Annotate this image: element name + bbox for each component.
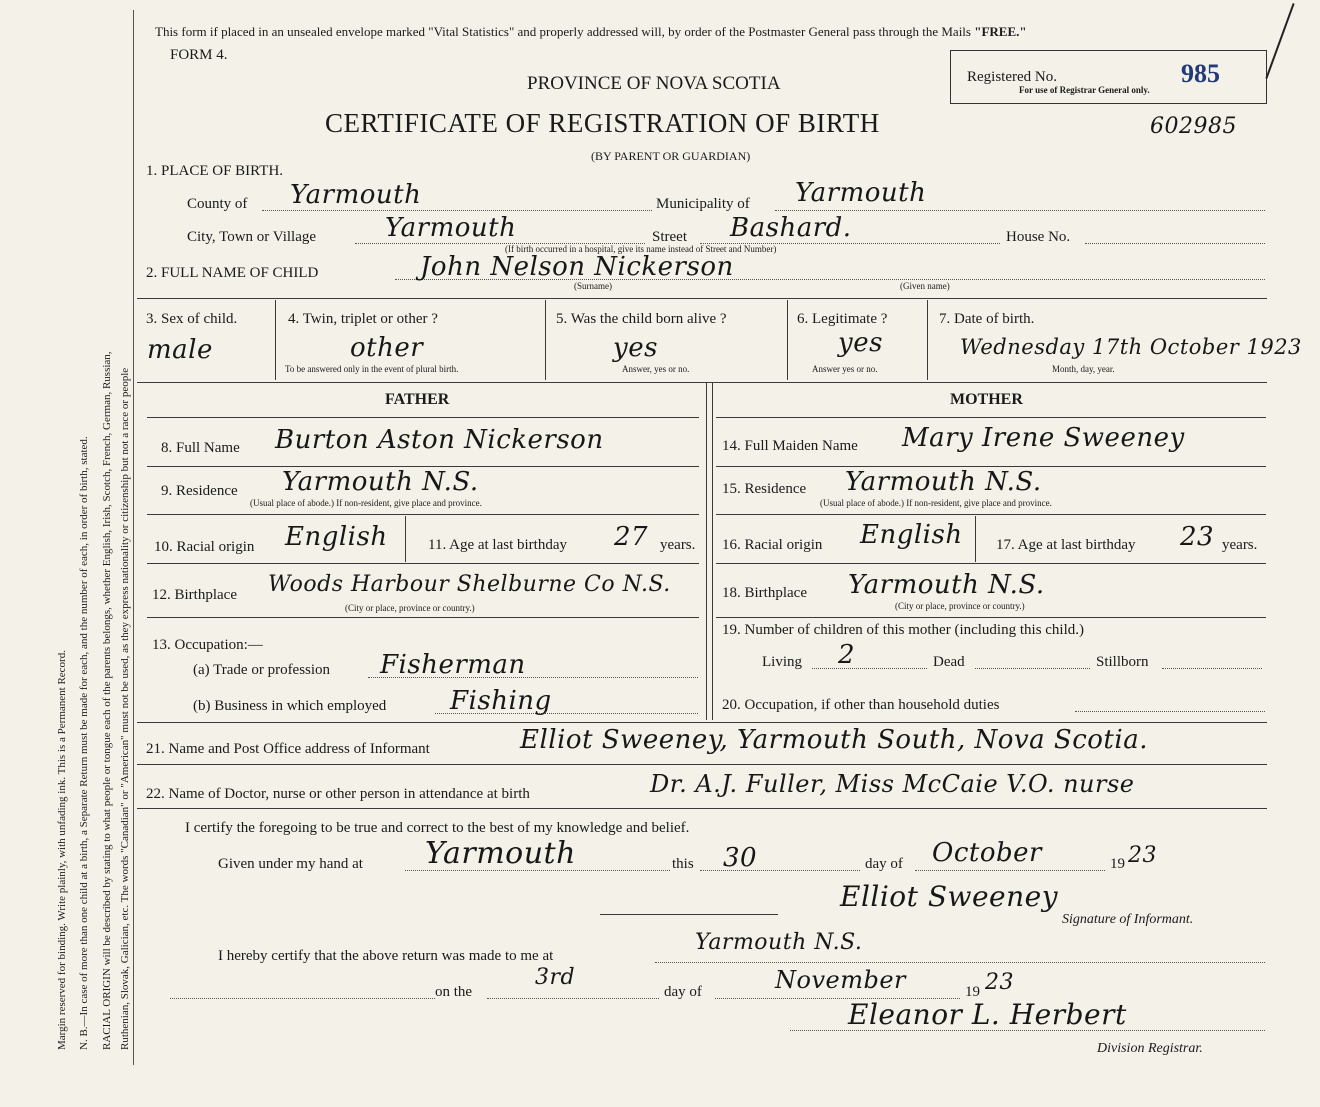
day-of-2-label: day of [664,984,702,1000]
informant-label: 21. Name and Post Office address of Informant [146,741,430,757]
document-subtitle: (BY PARENT OR GUARDIAN) [591,149,751,163]
father-birthplace-note: (City or place, province or country.) [345,603,475,613]
child-name-label: 2. FULL NAME OF CHILD [146,265,319,281]
mother-residence-value: Yarmouth N.S. [845,467,1042,497]
born-alive-note: Answer, yes or no. [622,364,690,374]
cert-year-value: 23 [1128,843,1157,868]
street-label: Street [652,229,687,245]
registrar-year-prefix: 19 [965,984,980,1000]
registrar-signature: Eleanor L. Herbert [848,998,1127,1031]
hospital-note: (If birth occurred in a hospital, give its name instead of Street and Number) [505,244,777,254]
father-residence-label: 9. Residence [161,483,238,499]
sex-label: 3. Sex of child. [146,311,238,327]
child-name-value: John Nelson Nickerson [420,252,734,282]
signature-of-informant-label: Signature of Informant. [1062,912,1194,927]
legitimate-value: yes [838,328,883,358]
margin-note-4: Ruthenian, Slovak, Galician, etc. The words "Canadian" or "American" must not be used, as they express nationality or citizenship but not a race or people [119,367,131,1050]
registrar-note: For use of Registrar General only. [1019,85,1150,95]
on-the-label: on the [435,984,473,1000]
plural-birth-note: To be answered only in the event of plural birth. [285,364,459,374]
father-birthplace-label: 12. Birthplace [152,587,237,603]
dead-label: Dead [933,654,965,670]
informant-value: Elliot Sweeney, Yarmouth South, Nova Scotia. [520,725,1148,755]
plural-birth-label: 4. Twin, triplet or other ? [288,311,438,327]
father-trade-label: (a) Trade or profession [193,662,331,678]
binding-margin-line [133,10,134,1065]
this-label: this [672,856,694,872]
father-business-value: Fishing [450,686,552,716]
legitimate-note: Answer yes or no. [812,364,878,374]
mother-heading: MOTHER [950,391,1023,408]
registrar-year-value: 23 [985,970,1014,995]
date-of-birth-value: Wednesday 17th October 1923 [960,335,1302,359]
registrar-place-value: Yarmouth N.S. [695,930,863,955]
mother-residence-note: (Usual place of abode.) If non-resident, give place and province. [820,498,1052,508]
father-race-value: English [285,522,388,552]
mother-race-value: English [860,520,963,550]
mother-age-unit: years. [1222,537,1258,553]
mother-name-label: 14. Full Maiden Name [722,438,858,454]
attendant-value: Dr. A.J. Fuller, Miss McCaie V.O. nurse [650,770,1135,798]
cert-year-prefix: 19 [1110,856,1125,872]
county-label: County of [187,196,248,212]
father-residence-note: (Usual place of abode.) If non-resident, give place and province. [250,498,482,508]
date-of-birth-note: Month, day, year. [1052,364,1115,374]
postal-notice-text: This form if placed in an unsealed envelope marked "Vital Statistics" and properly addressed will, by order of the Postmaster General pass through the Mails [155,24,971,39]
margin-note-3: RACIAL ORIGIN will be described by stating to what people or tongue each of the parents belongs, whether English, Irish, Scotch, French, German, Russian, [101,351,113,1050]
mother-age-label: 17. Age at last birthday [996,537,1136,553]
county-value: Yarmouth [290,180,422,210]
mother-occupation-label: 20. Occupation, if other than household duties [722,697,1000,713]
surname-note: (Surname) [574,281,612,291]
registrar-certify-statement: I hereby certify that the above return was made to me at [218,948,554,964]
given-place-value: Yarmouth [425,836,576,871]
father-occupation-label: 13. Occupation:— [152,637,263,653]
certification-statement: I certify the foregoing to be true and correct to the best of my knowledge and belief. [185,820,690,836]
informant-signature: Elliot Sweeney [840,880,1059,913]
father-race-label: 10. Racial origin [154,539,255,555]
father-trade-value: Fisherman [380,650,526,680]
given-under-hand-label: Given under my hand at [218,856,363,872]
attendant-label: 22. Name of Doctor, nurse or other person in attendance at birth [146,786,530,802]
mother-birthplace-label: 18. Birthplace [722,585,807,601]
father-name-value: Burton Aston Nickerson [275,425,604,455]
corner-stroke [1265,3,1294,79]
mother-birthplace-note: (City or place, province or country.) [895,601,1025,611]
postal-notice [155,24,1027,40]
form-number: FORM 4. [170,47,228,63]
mother-residence-label: 15. Residence [722,481,807,497]
father-business-label: (b) Business in which employed [193,698,387,714]
father-name-label: 8. Full Name [161,440,240,456]
city-label: City, Town or Village [187,229,317,245]
mother-age-value: 23 [1180,522,1215,552]
city-value: Yarmouth [385,213,517,243]
registered-number: 985 [1181,59,1220,88]
margin-note-2: N. B.—In case of more than one child at a birth, a Separate Return must be made for each, and the number of each, in order of birth, stated. [78,436,90,1050]
date-of-birth-label: 7. Date of birth. [939,311,1035,327]
living-label: Living [762,654,802,670]
municipality-value: Yarmouth [795,178,927,208]
registered-label: Registered No. [967,69,1057,85]
house-no-label: House No. [1006,229,1071,245]
legitimate-label: 6. Legitimate ? [797,311,888,327]
handwritten-registration-number: 602985 [1150,114,1237,139]
municipality-label: Municipality of [656,196,750,212]
sex-value: male [147,335,213,365]
registrar-month-value: November [775,966,907,994]
place-of-birth-label: 1. PLACE OF BIRTH. [146,163,284,179]
plural-birth-value: other [350,333,424,363]
division-registrar-label: Division Registrar. [1097,1041,1203,1056]
mother-race-label: 16. Racial origin [722,537,823,553]
father-residence-value: Yarmouth N.S. [282,467,479,497]
born-alive-label: 5. Was the child born alive ? [556,311,727,327]
cert-month-value: October [932,838,1042,868]
stillborn-label: Stillborn [1096,654,1149,670]
father-heading: FATHER [385,391,450,408]
cert-day-value: 30 [723,843,758,873]
day-of-label: day of [865,856,903,872]
born-alive-value: yes [613,333,658,363]
father-age-unit: years. [660,537,696,553]
document-title: CERTIFICATE OF REGISTRATION OF BIRTH [325,108,880,138]
given-name-note: (Given name) [900,281,950,291]
free-label: "FREE." [974,24,1027,39]
mother-name-value: Mary Irene Sweeney [902,423,1185,453]
mother-children-label: 19. Number of children of this mother (including this child.) [722,622,1085,638]
province-heading: PROVINCE OF NOVA SCOTIA [527,73,781,94]
mother-birthplace-value: Yarmouth N.S. [848,570,1045,600]
father-age-value: 27 [614,522,649,552]
registered-box [950,50,1267,104]
street-value: Bashard. [730,213,852,243]
living-value: 2 [838,640,856,670]
father-birthplace-value: Woods Harbour Shelburne Co N.S. [268,572,671,597]
margin-note-1: Margin reserved for binding. Write plainly, with unfading ink. This is a Permanent Record. [56,650,68,1050]
father-age-label: 11. Age at last birthday [428,537,567,553]
registrar-day-value: 3rd [535,965,576,990]
